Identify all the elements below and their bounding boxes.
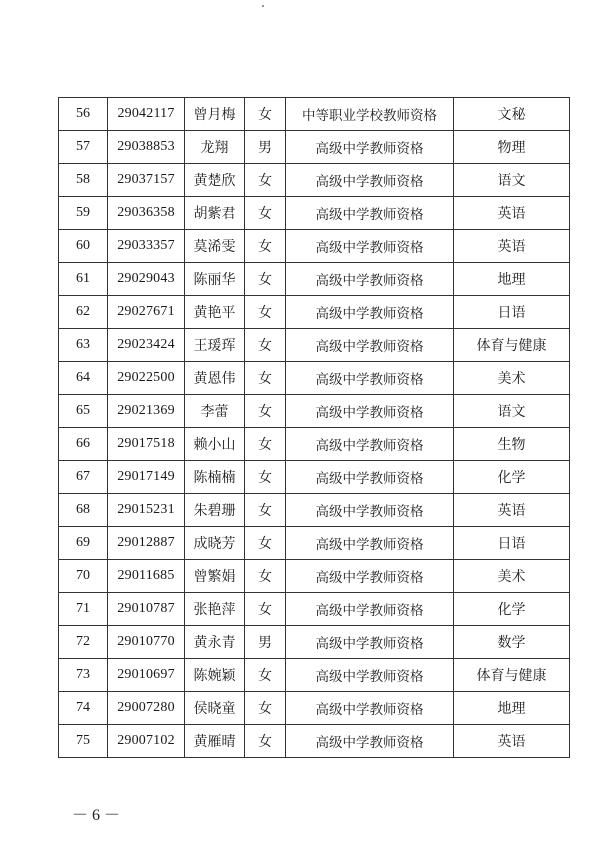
qualification-cell: 高级中学教师资格: [286, 626, 454, 659]
gender-cell: 女: [245, 395, 286, 428]
subject-cell: 地理: [454, 263, 570, 296]
candidate-id-cell: 29027671: [108, 296, 185, 329]
subject-cell: 英语: [454, 197, 570, 230]
subject-cell: 化学: [454, 461, 570, 494]
qualification-cell: 高级中学教师资格: [286, 527, 454, 560]
qualification-cell: 高级中学教师资格: [286, 593, 454, 626]
teacher-qualification-table: [58, 97, 570, 758]
row-number-cell: 61: [59, 263, 108, 296]
row-number-cell: 59: [59, 197, 108, 230]
table-row: [59, 461, 570, 494]
qualification-cell: 高级中学教师资格: [286, 692, 454, 725]
candidate-id-cell: 29042117: [108, 98, 185, 131]
candidate-id-cell: 29037157: [108, 164, 185, 197]
candidate-id-cell: 29007280: [108, 692, 185, 725]
candidate-id-cell: 29038853: [108, 131, 185, 164]
table-row: [59, 692, 570, 725]
qualification-cell: 高级中学教师资格: [286, 329, 454, 362]
gender-cell: 女: [245, 329, 286, 362]
subject-cell: 日语: [454, 527, 570, 560]
qualification-cell: 高级中学教师资格: [286, 362, 454, 395]
name-cell: 陈婉颖: [185, 659, 245, 692]
subject-cell: 体育与健康: [454, 329, 570, 362]
table-row: [59, 98, 570, 131]
name-cell: 曾繁娟: [185, 560, 245, 593]
gender-cell: 女: [245, 593, 286, 626]
candidate-id-cell: 29033357: [108, 230, 185, 263]
table-row: [59, 626, 570, 659]
gender-cell: 女: [245, 98, 286, 131]
qualification-cell: 高级中学教师资格: [286, 230, 454, 263]
subject-cell: 英语: [454, 230, 570, 263]
gender-cell: 女: [245, 164, 286, 197]
gender-cell: 女: [245, 659, 286, 692]
qualification-cell: 高级中学教师资格: [286, 560, 454, 593]
candidate-id-cell: 29021369: [108, 395, 185, 428]
subject-cell: 数学: [454, 626, 570, 659]
gender-cell: 女: [245, 692, 286, 725]
table-row: [59, 560, 570, 593]
name-cell: 黄艳平: [185, 296, 245, 329]
candidate-id-cell: 29036358: [108, 197, 185, 230]
candidate-id-cell: 29017149: [108, 461, 185, 494]
row-number-cell: 71: [59, 593, 108, 626]
qualification-cell: 高级中学教师资格: [286, 164, 454, 197]
row-number-cell: 57: [59, 131, 108, 164]
subject-cell: 日语: [454, 296, 570, 329]
subject-cell: 英语: [454, 725, 570, 758]
candidate-id-cell: 29022500: [108, 362, 185, 395]
row-number-cell: 75: [59, 725, 108, 758]
subject-cell: 语文: [454, 164, 570, 197]
name-cell: 黄楚欣: [185, 164, 245, 197]
row-number-cell: 72: [59, 626, 108, 659]
subject-cell: 美术: [454, 362, 570, 395]
table-row: [59, 725, 570, 758]
candidate-id-cell: 29010770: [108, 626, 185, 659]
candidate-id-cell: 29029043: [108, 263, 185, 296]
name-cell: 曾月梅: [185, 98, 245, 131]
subject-cell: 物理: [454, 131, 570, 164]
qualification-cell: 高级中学教师资格: [286, 461, 454, 494]
table-row: [59, 230, 570, 263]
row-number-cell: 74: [59, 692, 108, 725]
gender-cell: 女: [245, 230, 286, 263]
table-row: [59, 164, 570, 197]
name-cell: 黄恩伟: [185, 362, 245, 395]
name-cell: 朱碧珊: [185, 494, 245, 527]
subject-cell: 生物: [454, 428, 570, 461]
gender-cell: 男: [245, 131, 286, 164]
gender-cell: 女: [245, 494, 286, 527]
candidate-id-cell: 29017518: [108, 428, 185, 461]
name-cell: 莫浠雯: [185, 230, 245, 263]
subject-cell: 地理: [454, 692, 570, 725]
table-row: [59, 131, 570, 164]
candidate-id-cell: 29015231: [108, 494, 185, 527]
gender-cell: 女: [245, 527, 286, 560]
qualification-cell: 高级中学教师资格: [286, 131, 454, 164]
table-row: [59, 593, 570, 626]
qualification-cell: 高级中学教师资格: [286, 263, 454, 296]
candidate-id-cell: 29011685: [108, 560, 185, 593]
name-cell: 陈楠楠: [185, 461, 245, 494]
name-cell: 张艳萍: [185, 593, 245, 626]
candidate-id-cell: 29023424: [108, 329, 185, 362]
gender-cell: 女: [245, 263, 286, 296]
subject-cell: 语文: [454, 395, 570, 428]
name-cell: 赖小山: [185, 428, 245, 461]
table-row: [59, 428, 570, 461]
row-number-cell: 65: [59, 395, 108, 428]
qualification-cell: 高级中学教师资格: [286, 659, 454, 692]
row-number-cell: 62: [59, 296, 108, 329]
qualification-cell: 高级中学教师资格: [286, 494, 454, 527]
name-cell: 李蕾: [185, 395, 245, 428]
subject-cell: 文秘: [454, 98, 570, 131]
gender-cell: 女: [245, 197, 286, 230]
name-cell: 侯晓童: [185, 692, 245, 725]
candidate-id-cell: 29012887: [108, 527, 185, 560]
qualification-cell: 高级中学教师资格: [286, 428, 454, 461]
subject-cell: 化学: [454, 593, 570, 626]
page-number: － 6 －: [72, 807, 121, 824]
gender-cell: 女: [245, 461, 286, 494]
name-cell: 陈丽华: [185, 263, 245, 296]
name-cell: 龙翔: [185, 131, 245, 164]
row-number-cell: 66: [59, 428, 108, 461]
row-number-cell: 63: [59, 329, 108, 362]
row-number-cell: 70: [59, 560, 108, 593]
qualification-cell: 高级中学教师资格: [286, 725, 454, 758]
row-number-cell: 67: [59, 461, 108, 494]
gender-cell: 女: [245, 560, 286, 593]
row-number-cell: 58: [59, 164, 108, 197]
name-cell: 成晓芳: [185, 527, 245, 560]
qualification-cell: 高级中学教师资格: [286, 197, 454, 230]
gender-cell: 女: [245, 362, 286, 395]
table-row: [59, 659, 570, 692]
subject-cell: 体育与健康: [454, 659, 570, 692]
gender-cell: 女: [245, 296, 286, 329]
row-number-cell: 56: [59, 98, 108, 131]
gender-cell: 女: [245, 428, 286, 461]
subject-cell: 美术: [454, 560, 570, 593]
table-row: [59, 362, 570, 395]
qualification-cell: 高级中学教师资格: [286, 395, 454, 428]
table-row: [59, 296, 570, 329]
name-cell: 胡紫君: [185, 197, 245, 230]
name-cell: 黄雁晴: [185, 725, 245, 758]
qualification-cell: 高级中学教师资格: [286, 296, 454, 329]
gender-cell: 男: [245, 626, 286, 659]
candidate-id-cell: 29010697: [108, 659, 185, 692]
table-row: [59, 494, 570, 527]
row-number-cell: 64: [59, 362, 108, 395]
name-cell: 黄永青: [185, 626, 245, 659]
row-number-cell: 69: [59, 527, 108, 560]
row-number-cell: 68: [59, 494, 108, 527]
subject-cell: 英语: [454, 494, 570, 527]
table-row: [59, 527, 570, 560]
row-number-cell: 60: [59, 230, 108, 263]
candidate-id-cell: 29010787: [108, 593, 185, 626]
table-row: [59, 263, 570, 296]
name-cell: 王瑗珲: [185, 329, 245, 362]
qualification-cell: 中等职业学校教师资格: [286, 98, 454, 131]
scan-speck: [262, 5, 264, 7]
table-row: [59, 395, 570, 428]
table-row: [59, 197, 570, 230]
table-row: [59, 329, 570, 362]
table-body: [59, 98, 570, 758]
candidate-id-cell: 29007102: [108, 725, 185, 758]
row-number-cell: 73: [59, 659, 108, 692]
gender-cell: 女: [245, 725, 286, 758]
